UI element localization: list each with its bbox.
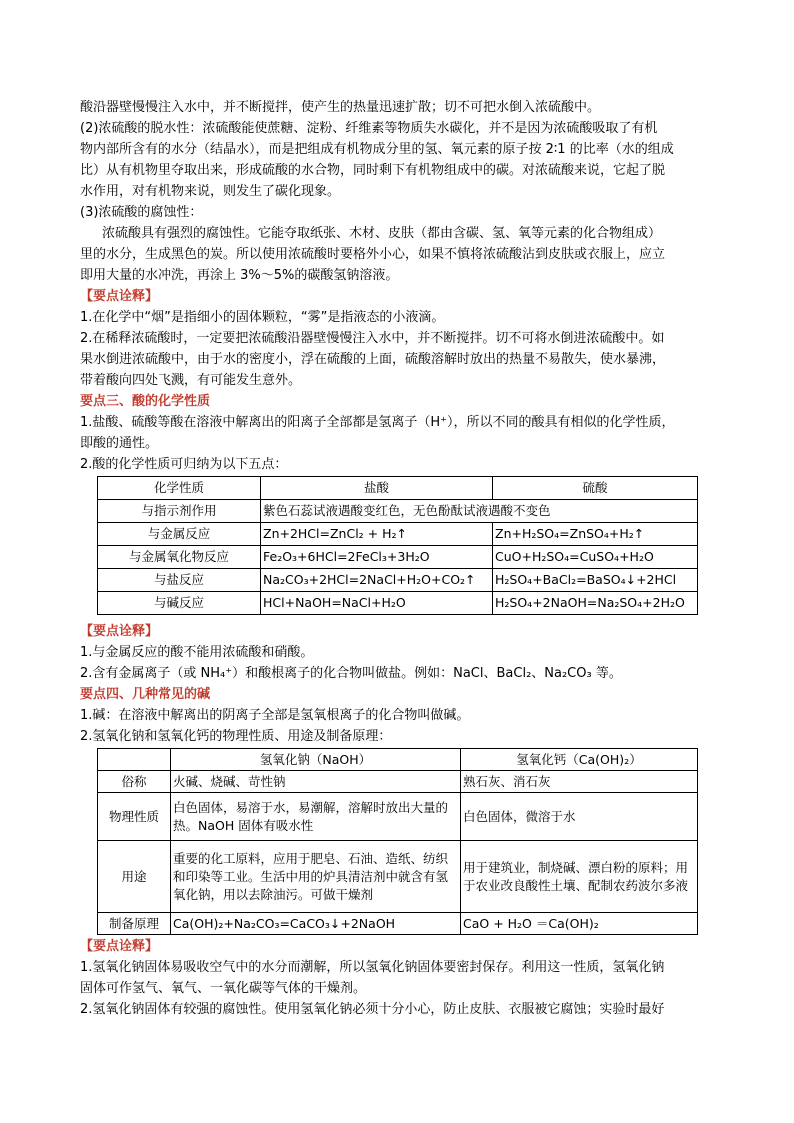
acid-properties-table [97,476,698,615]
table-row [98,523,698,546]
section-heading: 要点三、酸的化学性质 [80,394,211,409]
table-cell: 重要的化工原料，应用于肥皂、石油、造纸、纺织和印染等工业。生活中用的炉具清洁剂中就含有氢氧化钠，用以去除油污。可做干燥剂 [171,841,461,913]
table-header-cell: 化学性质 [98,477,261,500]
text-line: 2.在稀释浓硫酸时，一定要把浓硫酸沿器壁慢慢注入水中，并不断搅拌。切不可将水倒进浓硫酸中。如 [80,331,665,346]
table-cell: 制备原理 [98,913,171,935]
text-line: (2)浓硫酸的脱水性：浓硫酸能使蔗糖、淀粉、纤维素等物质失水碳化，并不是因为浓硫酸吸取了有机 [80,121,658,136]
table-row [98,546,698,569]
table-cell: CuO+H₂SO₄=CuSO₄+H₂O [493,546,698,569]
table-cell: 与盐反应 [98,569,261,592]
text-line: 2.氢氧化钠固体有较强的腐蚀性。使用氢氧化钠必须十分小心，防止皮肤、衣服被它腐蚀；实验时最好 [80,1002,665,1017]
table-cell: 火碱、烧碱、苛性钠 [171,771,461,793]
section-heading: 【要点诠释】 [80,289,159,304]
table-cell: 物理性质 [98,793,171,841]
text-line: 2.氢氧化钠和氢氧化钙的物理性质、用途及制备原理： [80,729,392,744]
table-cell: 用于建筑业，制烧碱、漂白粉的原料；用于农业改良酸性土壤、配制农药波尔多液 [461,841,698,913]
table-cell: 用途 [98,841,171,913]
text-line: 2.含有金属离子（或 NH₄⁺）和酸根离子的化合物叫做盐。例如：NaCl、BaCl₂、Na₂CO₃ 等。 [80,666,622,681]
text-line: 酸沿器壁慢慢注入水中，并不断搅拌，使产生的热量迅速扩散；切不可把水倒入浓硫酸中。 [80,100,601,115]
text-line: 即用大量的水冲洗，再涂上 3%～5%的碳酸氢钠溶液。 [80,268,399,283]
table-cell: 白色固体，易溶于水，易潮解，溶解时放出大量的热。NaOH 固体有吸水性 [171,793,461,841]
table-row [98,592,698,615]
text-line: (3)浓硫酸的腐蚀性： [80,205,203,220]
text-line: 水作用，对有机物来说，则发生了碳化现象。 [80,184,341,199]
table-cell: 与金属氧化物反应 [98,546,261,569]
table-header-cell: 硫酸 [493,477,698,500]
table-cell: Zn+H₂SO₄=ZnSO₄+H₂↑ [493,523,698,546]
table-header-cell: 氢氧化钠（NaOH） [171,749,461,771]
table-row [98,569,698,592]
table-header-row [98,477,698,500]
table-cell: Ca(OH)₂+Na₂CO₃=CaCO₃↓+2NaOH [171,913,461,935]
table-cell: 熟石灰、消石灰 [461,771,698,793]
table-cell: 与金属反应 [98,523,261,546]
table-header-cell [98,749,171,771]
text-line: 1.碱：在溶液中解离出的阴离子全部是氢氧根离子的化合物叫做碱。 [80,708,470,723]
text-line: 比）从有机物里夺取出来，形成硫酸的水合物，同时剩下有机物组成中的碳。对浓硫酸来说，它起了脱 [80,163,666,178]
text-line: 2.酸的化学性质可归纳为以下五点： [80,457,288,472]
table-cell: 与碱反应 [98,592,261,615]
table-cell: HCl+NaOH=NaCl+H₂O [261,592,493,615]
table-header-cell: 盐酸 [261,477,493,500]
table-row [98,500,698,523]
text-line: 果水倒进浓硫酸中，由于水的密度小，浮在硫酸的上面，硫酸溶解时放出的热量不易散失，使水暴沸， [80,352,666,367]
table-row [98,771,698,793]
section-heading: 要点四、几种常见的碱 [80,687,211,702]
table-cell: H₂SO₄+2NaOH=Na₂SO₄+2H₂O [493,592,698,615]
table-row [98,841,698,913]
text-line: 1.盐酸、硫酸等酸在溶液中解离出的阳离子全部都是氢离子（H⁺），所以不同的酸具有相似的化学性质， [80,415,675,430]
text-line: 带着酸向四处飞溅，有可能发生意外。 [80,373,302,388]
text-line: 物内部所含有的水分（结晶水），而是把组成有机物成分里的氢、氧元素的原子按 2∶1 的比率（水的组成 [80,142,674,157]
section-heading: 【要点诠释】 [80,939,159,954]
table-cell: 紫色石蕊试液遇酸变红色，无色酚酞试液遇酸不变色 [261,500,698,523]
section-heading: 【要点诠释】 [80,624,159,639]
text-line: 固体可作氢气、氧气、一氧化碳等气体的干燥剂。 [80,981,367,996]
table-cell: Na₂CO₃+2HCl=2NaCl+H₂O+CO₂↑ [261,569,493,592]
table-row [98,793,698,841]
text-line: 1.与金属反应的酸不能用浓硫酸和硝酸。 [80,645,314,660]
text-line: 1.在化学中“烟”是指细小的固体颗粒，“雾”是指液态的小液滴。 [80,310,445,325]
text-line: 浓硫酸具有强烈的腐蚀性。它能夺取纸张、木材、皮肤（都由含碳、氢、氧等元素的化合物组成） [102,226,662,241]
table-cell: 与指示剂作用 [98,500,261,523]
text-line: 里的水分，生成黑色的炭。所以使用浓硫酸时要格外小心，如果不慎将浓硫酸沾到皮肤或衣服上，应立 [80,247,666,262]
text-line: 1.氢氧化钠固体易吸收空气中的水分而潮解，所以氢氧化钠固体要密封保存。利用这一性质，氢氧化钠 [80,960,665,975]
table-header-row [98,749,698,771]
table-cell: CaO + H₂O ＝Ca(OH)₂ [461,913,698,935]
text-line: 即酸的通性。 [80,436,159,451]
table-cell: Zn+2HCl=ZnCl₂ + H₂↑ [261,523,493,546]
table-cell: H₂SO₄+BaCl₂=BaSO₄↓+2HCl [493,569,698,592]
table-row [98,913,698,935]
table-header-cell: 氢氧化钙（Ca(OH)₂） [461,749,698,771]
table-cell: 白色固体，微溶于水 [461,793,698,841]
base-properties-table [97,748,698,935]
table-cell: 俗称 [98,771,171,793]
table-cell: Fe₂O₃+6HCl=2FeCl₃+3H₂O [261,546,493,569]
